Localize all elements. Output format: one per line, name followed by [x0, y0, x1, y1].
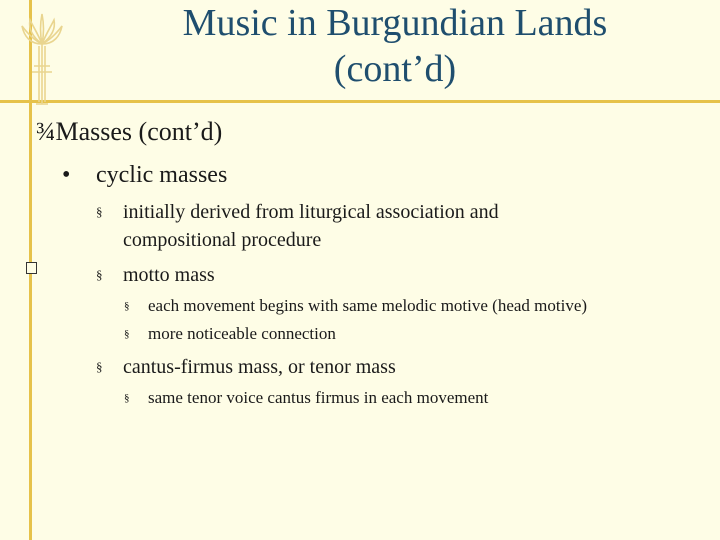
section-bullet-icon: §	[124, 328, 130, 340]
detail-item-text: more noticeable connection	[148, 324, 336, 343]
point-item	[62, 160, 227, 190]
sub-item-text: motto mass	[123, 264, 215, 286]
detail-item	[124, 295, 587, 317]
fleur-ornament-icon	[18, 4, 66, 112]
horizontal-accent-line	[0, 100, 720, 103]
section-bullet-icon: §	[124, 392, 130, 404]
sub-item	[96, 198, 616, 254]
point-bullet-icon: •	[62, 162, 71, 188]
sub-item	[96, 261, 616, 289]
detail-item	[124, 323, 336, 345]
detail-item-text: each movement begins with same melodic motive (head motive)	[148, 296, 588, 315]
section-bullet-icon: §	[96, 359, 103, 374]
section-bullet-icon: §	[124, 300, 130, 312]
section-bullet-icon: §	[96, 267, 103, 282]
sub-item-text: cantus-firmus mass, or tenor mass	[123, 356, 396, 378]
placeholder-box-icon	[26, 262, 37, 274]
sub-item-text: initially derived from liturgical association and compositional procedure	[123, 201, 499, 251]
point-text: cyclic masses	[96, 162, 228, 188]
heading-bullet-glyph: ¾	[36, 117, 56, 146]
detail-item	[124, 387, 488, 409]
title-line-2: (cont’d)	[333, 48, 457, 90]
section-bullet-icon: §	[96, 204, 103, 219]
heading-bullet-item	[36, 116, 222, 148]
detail-item-text: same tenor voice cantus firmus in each movement	[148, 388, 489, 407]
sub-item	[96, 353, 616, 381]
slide-title	[70, 0, 720, 92]
heading-text: Masses (cont’d)	[55, 117, 223, 146]
title-line-1: Music in Burgundian Lands	[182, 2, 608, 44]
